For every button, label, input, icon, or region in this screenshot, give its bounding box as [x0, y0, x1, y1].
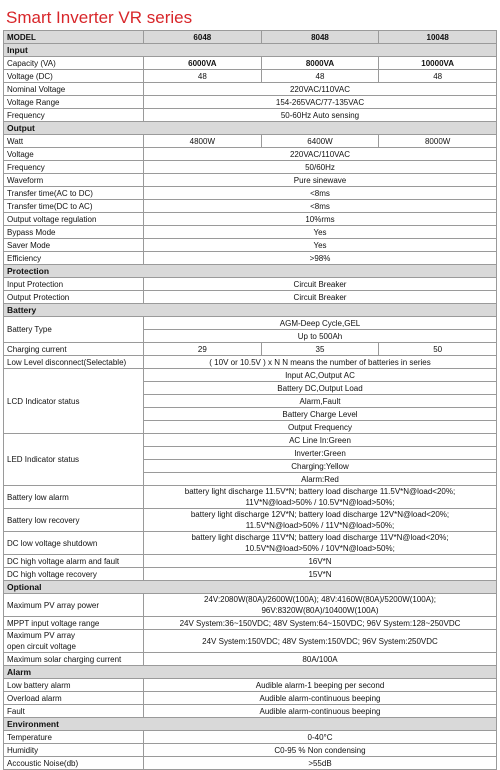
spec-table [3, 30, 497, 770]
row-label: LED Indicator status [4, 434, 144, 486]
row-value: AGM-Deep Cycle,GEL [144, 317, 497, 330]
table-row [4, 653, 497, 666]
table-row [4, 705, 497, 718]
table-row [4, 594, 497, 617]
row-label: Watt [4, 135, 144, 148]
row-label: Nominal Voltage [4, 83, 144, 96]
row-label: Temperature [4, 731, 144, 744]
row-label: Transfer time(DC to AC) [4, 200, 144, 213]
row-label: Frequency [4, 161, 144, 174]
value-line: 11.5V*N@load>50% / 11V*N@load>50%; [245, 521, 395, 530]
value-line: 10.5V*N@load>50% / 10V*N@load>50%; [245, 544, 395, 553]
table-row [4, 555, 497, 568]
table-row [4, 532, 497, 555]
table-row [4, 161, 497, 174]
row-value: 220VAC/110VAC [144, 83, 497, 96]
row-value: Battery Charge Level [144, 408, 497, 421]
row-label: Waveform [4, 174, 144, 187]
row-value: 50/60Hz [144, 161, 497, 174]
table-row [4, 434, 497, 447]
row-label: DC high voltage recovery [4, 568, 144, 581]
row-value: >98% [144, 252, 497, 265]
row-value: Yes [144, 239, 497, 252]
row-value: 8000W [379, 135, 497, 148]
row-value: Circuit Breaker [144, 278, 497, 291]
row-label: Voltage (DC) [4, 70, 144, 83]
table-row [4, 109, 497, 122]
row-value: 48 [261, 70, 379, 83]
table-header-row [4, 31, 497, 44]
row-label: Output voltage regulation [4, 213, 144, 226]
row-value [144, 532, 497, 555]
row-label: Efficiency [4, 252, 144, 265]
row-value: 80A/100A [144, 653, 497, 666]
row-value: 6000VA [144, 57, 262, 70]
table-row [4, 630, 497, 653]
value-line: 96V:8320W(80A)/10400W(100A) [261, 606, 379, 615]
row-label: Overload alarm [4, 692, 144, 705]
table-row [4, 343, 497, 356]
row-value: 48 [379, 70, 497, 83]
row-value [144, 509, 497, 532]
table-row [4, 278, 497, 291]
label-line: Maximum PV array [7, 631, 76, 640]
row-label: Battery low recovery [4, 509, 144, 532]
row-label: Input Protection [4, 278, 144, 291]
row-value: Alarm,Fault [144, 395, 497, 408]
row-label: Saver Mode [4, 239, 144, 252]
row-value: Audible alarm-continuous beeping [144, 692, 497, 705]
row-value: >55dB [144, 757, 497, 770]
row-value: 220VAC/110VAC [144, 148, 497, 161]
table-row [4, 568, 497, 581]
table-row [4, 213, 497, 226]
row-label: Low Level disconnect(Selectable) [4, 356, 144, 369]
row-value: Output Frequency [144, 421, 497, 434]
label-line: open circuit voltage [7, 642, 76, 651]
table-row [4, 679, 497, 692]
row-value: 8000VA [261, 57, 379, 70]
section-environment: Environment [4, 718, 497, 731]
row-value: 50-60Hz Auto sensing [144, 109, 497, 122]
section-alarm: Alarm [4, 666, 497, 679]
table-row [4, 148, 497, 161]
row-label: DC high voltage alarm and fault [4, 555, 144, 568]
row-value [144, 594, 497, 617]
row-value: Yes [144, 226, 497, 239]
model-10048: 10048 [379, 31, 497, 44]
page-title: Smart Inverter VR series [6, 8, 193, 27]
row-value: <8ms [144, 187, 497, 200]
table-row [4, 70, 497, 83]
table-row [4, 239, 497, 252]
row-label: Transfer time(AC to DC) [4, 187, 144, 200]
row-value: 15V*N [144, 568, 497, 581]
row-value: 10%rms [144, 213, 497, 226]
row-label: Low battery alarm [4, 679, 144, 692]
row-value: Up to 500Ah [144, 330, 497, 343]
table-row [4, 617, 497, 630]
row-value: 0-40°C [144, 731, 497, 744]
row-label: Voltage [4, 148, 144, 161]
table-row [4, 291, 497, 304]
row-value: C0-95 % Non condensing [144, 744, 497, 757]
row-value: Pure sinewave [144, 174, 497, 187]
table-row [4, 356, 497, 369]
row-value: Inverter:Green [144, 447, 497, 460]
row-label: Bypass Mode [4, 226, 144, 239]
row-value: AC Line In:Green [144, 434, 497, 447]
row-label: DC low voltage shutdown [4, 532, 144, 555]
row-value: 6400W [261, 135, 379, 148]
table-row [4, 692, 497, 705]
row-value: 35 [261, 343, 379, 356]
row-value: 154-265VAC/77-135VAC [144, 96, 497, 109]
section-input: Input [4, 44, 497, 57]
table-row [4, 757, 497, 770]
row-value: 16V*N [144, 555, 497, 568]
table-row [4, 96, 497, 109]
model-6048: 6048 [144, 31, 262, 44]
row-value: Charging:Yellow [144, 460, 497, 473]
section-protection: Protection [4, 265, 497, 278]
row-label: Maximum PV array power [4, 594, 144, 617]
table-row [4, 226, 497, 239]
row-label: MPPT input voltage range [4, 617, 144, 630]
table-row [4, 83, 497, 96]
row-value: <8ms [144, 200, 497, 213]
row-value: 29 [144, 343, 262, 356]
table-row [4, 200, 497, 213]
row-value: Alarm:Red [144, 473, 497, 486]
table-row [4, 744, 497, 757]
section-battery: Battery [4, 304, 497, 317]
value-line: battery light discharge 11.5V*N; battery load discharge 11.5V*N@load<20%; [184, 487, 456, 496]
row-label: LCD Indicator status [4, 369, 144, 434]
table-row [4, 317, 497, 330]
row-label: Accoustic Noise(db) [4, 757, 144, 770]
table-row [4, 174, 497, 187]
value-line: 11V*N@load>50% / 10.5V*N@load>50%; [245, 498, 395, 507]
row-label: Maximum solar charging current [4, 653, 144, 666]
row-value: Audible alarm-continuous beeping [144, 705, 497, 718]
model-header: MODEL [4, 31, 144, 44]
model-8048: 8048 [261, 31, 379, 44]
row-value: ( 10V or 10.5V ) x N N means the number of batteries in series [144, 356, 497, 369]
row-value: Circuit Breaker [144, 291, 497, 304]
row-value: 48 [144, 70, 262, 83]
row-value: Battery DC,Output Load [144, 382, 497, 395]
row-label: Humidity [4, 744, 144, 757]
table-row [4, 486, 497, 509]
row-value [144, 486, 497, 509]
section-output: Output [4, 122, 497, 135]
row-label: Capacity (VA) [4, 57, 144, 70]
row-value: 4800W [144, 135, 262, 148]
row-value: Input AC,Output AC [144, 369, 497, 382]
row-value: 50 [379, 343, 497, 356]
row-label: Battery Type [4, 317, 144, 343]
table-row [4, 731, 497, 744]
row-value: 24V System:150VDC; 48V System:150VDC; 96V System:250VDC [144, 630, 497, 653]
table-row [4, 187, 497, 200]
value-line: 24V:2080W(80A)/2600W(100A); 48V:4160W(80A)/5200W(100A); [204, 595, 436, 604]
row-label: Frequency [4, 109, 144, 122]
section-optional: Optional [4, 581, 497, 594]
table-row [4, 252, 497, 265]
row-label: Voltage Range [4, 96, 144, 109]
row-value: Audible alarm-1 beeping per second [144, 679, 497, 692]
row-value: 10000VA [379, 57, 497, 70]
table-row [4, 509, 497, 532]
table-row [4, 57, 497, 70]
row-value: 24V System:36~150VDC; 48V System:64~150VDC; 96V System:128~250VDC [144, 617, 497, 630]
row-label: Charging current [4, 343, 144, 356]
value-line: battery light discharge 11V*N; battery load discharge 11V*N@load<20%; [191, 533, 449, 542]
table-row [4, 369, 497, 382]
row-label: Battery low alarm [4, 486, 144, 509]
value-line: battery light discharge 12V*N; battery load discharge 12V*N@load<20%; [190, 510, 450, 519]
row-label: Fault [4, 705, 144, 718]
table-row [4, 135, 497, 148]
row-label: Output Protection [4, 291, 144, 304]
row-label [4, 630, 144, 653]
